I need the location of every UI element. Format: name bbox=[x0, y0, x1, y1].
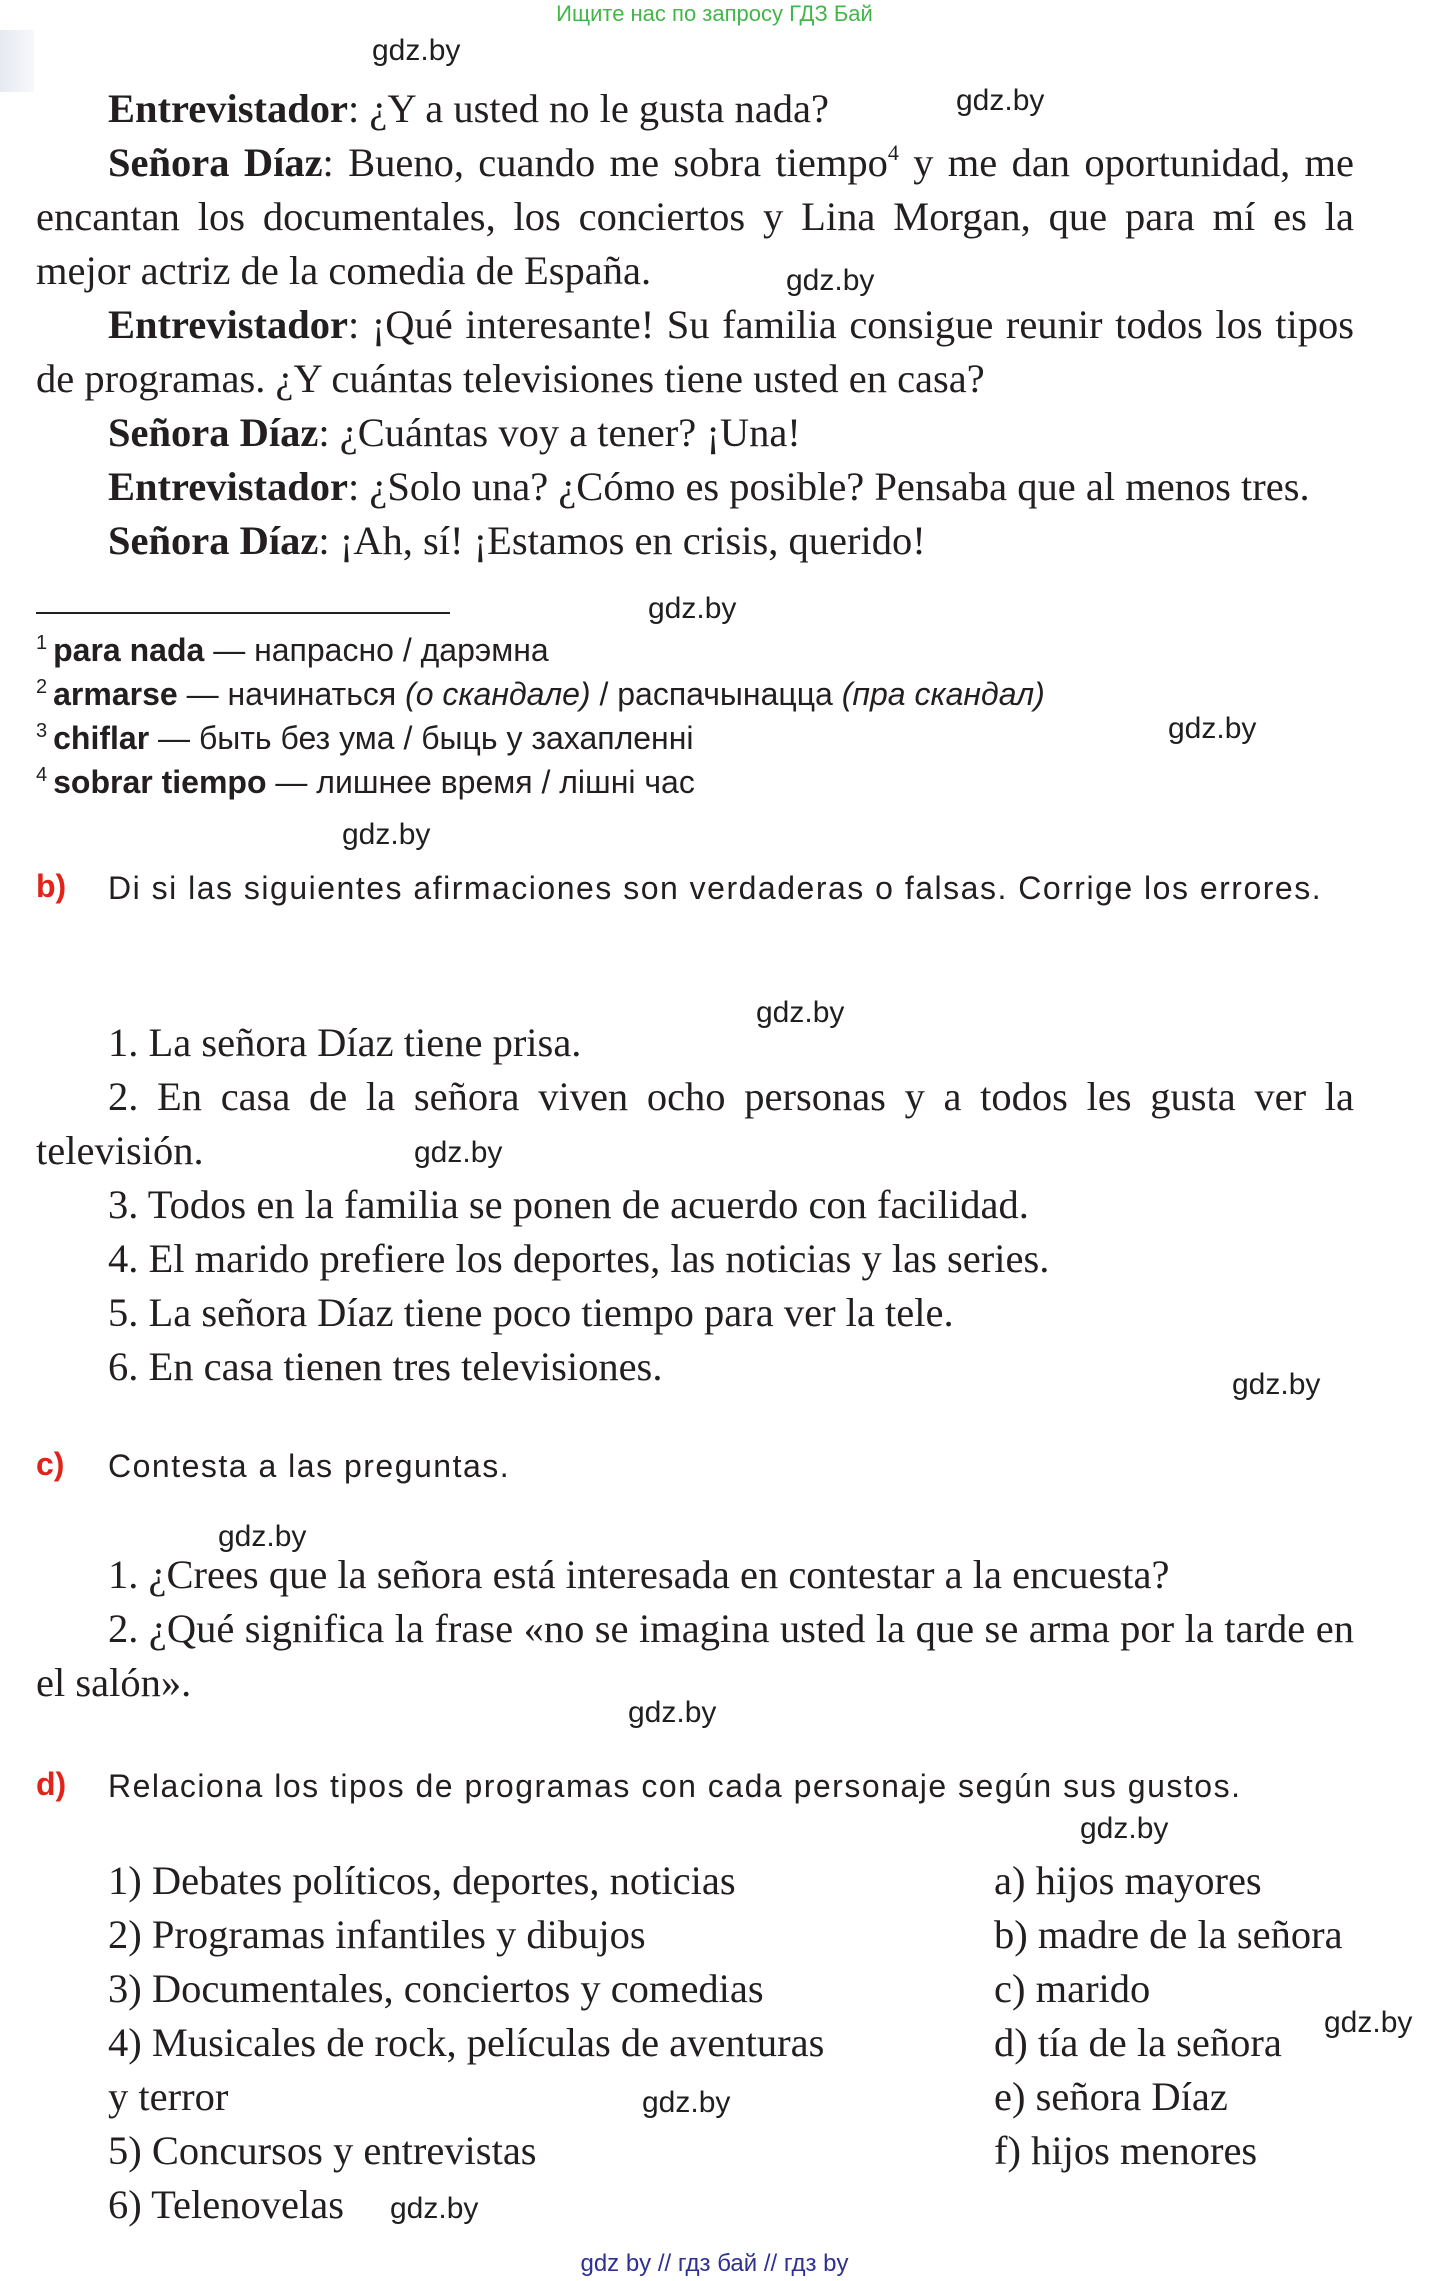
footnote-dash: — bbox=[204, 632, 255, 668]
match-program: 3) Documentales, conciertos y comedias bbox=[108, 1966, 764, 2011]
task-d-instruction: Relaciona los tipos de programas con cada personaje según sus gustos. bbox=[108, 1768, 1242, 1804]
match-person: b) madre de la señora bbox=[994, 1912, 1343, 1957]
dialogue-line bbox=[36, 82, 1354, 136]
speaker-name: Entrevistador bbox=[108, 86, 348, 131]
match-person: d) tía de la señora bbox=[994, 2020, 1282, 2065]
match-program-continuation: y terror bbox=[108, 2074, 229, 2119]
footnote-term: armarse bbox=[53, 676, 178, 712]
watermark: gdz.by bbox=[414, 1136, 503, 1169]
footnote-dash: — bbox=[177, 676, 228, 712]
top-banner[interactable]: Ищите нас по запросу ГДЗ Бай bbox=[556, 1, 873, 26]
watermark: gdz.by bbox=[1168, 712, 1257, 745]
dialogue-text: : ¿Cuántas voy a tener? ¡Una! bbox=[318, 410, 801, 455]
watermark: gdz.by bbox=[1324, 2006, 1413, 2039]
footnote bbox=[36, 628, 549, 672]
task-b-item: 3. Todos en la familia se ponen de acuerdo con facilidad. bbox=[108, 1182, 1029, 1227]
task-b-item: 2. En casa de la señora viven ocho personas y a todos les gusta ver la televisión. bbox=[36, 1074, 1354, 1173]
watermark: gdz.by bbox=[756, 996, 845, 1029]
speaker-name: Entrevistador bbox=[108, 464, 348, 509]
watermark: gdz.by bbox=[642, 2086, 731, 2119]
task-b-item: 5. La señora Díaz tiene poco tiempo para ver la tele. bbox=[108, 1290, 954, 1335]
watermark: gdz.by bbox=[628, 1696, 717, 1729]
dialogue-text: : ¡Ah, sí! ¡Estamos en crisis, querido! bbox=[318, 518, 926, 563]
match-person: c) marido bbox=[994, 1966, 1151, 2011]
footnote-text: быть без ума / быць у захапленні bbox=[198, 720, 694, 756]
dialogue-text: : ¡Qué interesante! Su familia consigue reunir todos los tipos de programas. ¿Y cuántas televisiones tiene usted en casa? bbox=[36, 302, 1354, 401]
task-b-item: 6. En casa tienen tres televisiones. bbox=[108, 1344, 663, 1389]
match-person: e) señora Díaz bbox=[994, 2074, 1228, 2119]
task-b-instruction: Di si las siguientes afirmaciones son verdaderas o falsas. Corrige los errores. bbox=[108, 870, 1323, 906]
footnote bbox=[36, 672, 1045, 716]
watermark: gdz.by bbox=[1080, 1812, 1169, 1845]
footnote-number: 1 bbox=[36, 632, 48, 654]
watermark: gdz.by bbox=[1232, 1368, 1321, 1401]
footnote-note: (пра скандал) bbox=[841, 676, 1045, 712]
watermark: gdz.by bbox=[342, 818, 431, 851]
match-program: 5) Concursos y entrevistas bbox=[108, 2128, 537, 2173]
footnote-text: начинаться bbox=[227, 676, 406, 712]
task-c-letter: c) bbox=[36, 1446, 65, 1482]
footnote-dash: — bbox=[266, 764, 317, 800]
speaker-name: Entrevistador bbox=[108, 302, 348, 347]
page-corner-mark bbox=[0, 30, 34, 92]
task-c-item: 1. ¿Crees que la señora está interesada en contestar a la encuesta? bbox=[108, 1552, 1170, 1597]
watermark: gdz.by bbox=[648, 592, 737, 625]
dialogue-line bbox=[36, 406, 1354, 460]
watermark: gdz.by bbox=[956, 84, 1045, 117]
speaker-name: Señora Díaz bbox=[108, 518, 319, 563]
footnote-ref: 4 bbox=[887, 140, 899, 165]
footnote-term: para nada bbox=[53, 632, 205, 668]
watermark: gdz.by bbox=[218, 1520, 307, 1553]
match-person: a) hijos mayores bbox=[994, 1858, 1262, 1903]
speaker-name: Señora Díaz bbox=[108, 140, 323, 185]
footnote-text: лишнее время / лішні час bbox=[316, 764, 695, 800]
dialogue-line bbox=[36, 136, 1354, 298]
footnote-number: 4 bbox=[36, 764, 48, 786]
task-b-item: 1. La señora Díaz tiene prisa. bbox=[108, 1020, 582, 1065]
match-program: 6) Telenovelas bbox=[108, 2182, 344, 2227]
footnote-text: напрасно / дарэмна bbox=[254, 632, 549, 668]
match-program: 4) Musicales de rock, películas de aventuras bbox=[108, 2020, 825, 2065]
footnote-separator: / распачынацца bbox=[590, 676, 842, 712]
match-program: 1) Debates políticos, deportes, noticias bbox=[108, 1858, 736, 1903]
dialogue-text: : ¿Solo una? ¿Cómo es posible? Pensaba que al menos tres. bbox=[348, 464, 1310, 509]
dialogue-text: y me dan oportunidad, me encantan los documentales, los conciertos y Lina Morgan, que para mí es la mejor actriz de la comedia de España. bbox=[36, 140, 1354, 293]
dialogue-text: : ¿Y a usted no le gusta nada? bbox=[348, 86, 829, 131]
footnote bbox=[36, 716, 693, 760]
watermark: gdz.by bbox=[372, 34, 461, 67]
dialogue-line bbox=[36, 514, 1354, 568]
footnote-divider bbox=[36, 612, 450, 614]
match-person: f) hijos menores bbox=[994, 2128, 1258, 2173]
watermark: gdz.by bbox=[390, 2192, 479, 2225]
dialogue-line bbox=[36, 460, 1354, 514]
speaker-name: Señora Díaz bbox=[108, 410, 319, 455]
footnote-number: 2 bbox=[36, 676, 48, 698]
match-program: 2) Programas infantiles y dibujos bbox=[108, 1912, 646, 1957]
task-c-instruction: Contesta a las preguntas. bbox=[108, 1448, 511, 1484]
footnote-number: 3 bbox=[36, 720, 48, 742]
bottom-banner[interactable]: gdz by // гдз бай // гдз by bbox=[580, 2250, 849, 2277]
task-c-item: 2. ¿Qué significa la frase «no se imagina usted la que se arma por la tarde en el salón». bbox=[36, 1606, 1354, 1705]
dialogue-line bbox=[36, 298, 1354, 406]
dialogue-text: : Bueno, cuando me sobra tiempo bbox=[322, 140, 888, 185]
footnote bbox=[36, 760, 695, 804]
task-b-item: 4. El marido prefiere los deportes, las noticias y las series. bbox=[108, 1236, 1050, 1281]
watermark: gdz.by bbox=[786, 264, 875, 297]
task-b-letter: b) bbox=[36, 868, 67, 904]
footnote-dash: — bbox=[149, 720, 199, 756]
footnote-note: (о скандале) bbox=[405, 676, 591, 712]
footnote-term: sobrar tiempo bbox=[53, 764, 267, 800]
footnote-term: chiflar bbox=[53, 720, 150, 756]
task-d-letter: d) bbox=[36, 1766, 67, 1802]
